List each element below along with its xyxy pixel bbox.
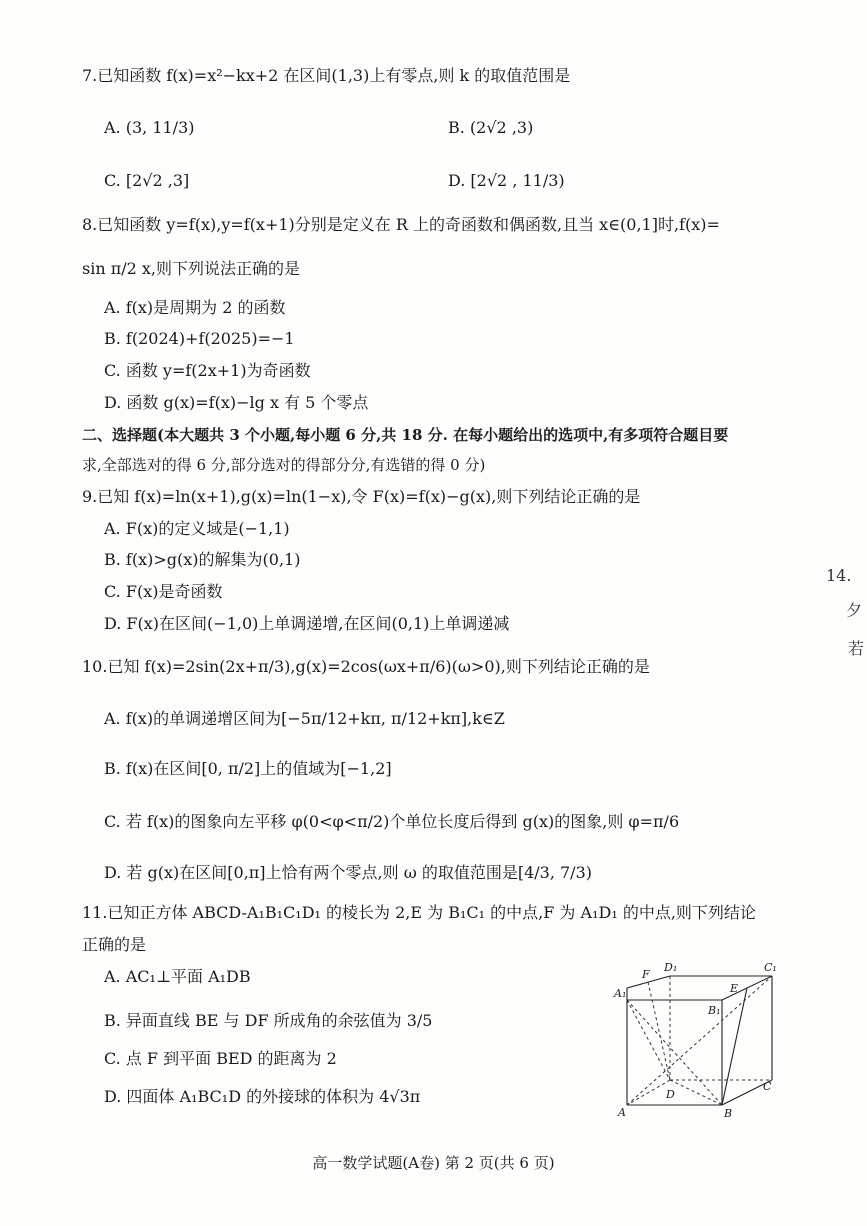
q9-option-b: B. f(x)>g(x)的解集为(0,1) xyxy=(104,550,301,569)
label-a1: A₁ xyxy=(614,987,627,1000)
margin-char-1: 夕 xyxy=(846,601,863,620)
edge-d-a-hidden xyxy=(627,1080,670,1105)
label-d1: D₁ xyxy=(664,961,678,974)
label-b: B xyxy=(724,1107,733,1120)
q8-stem-line1: 8.已知函数 y=f(x),y=f(x+1)分别是定义在 R 上的奇函数和偶函数,且当 x∈(0,1]时,f(x)= xyxy=(82,215,720,234)
line-a-c1-hidden xyxy=(627,976,772,1105)
label-b1: B₁ xyxy=(708,1004,721,1017)
q8-stem-line2: sin π/2 x,则下列说法正确的是 xyxy=(82,259,301,278)
q11-option-a: A. AC₁⊥平面 A₁DB xyxy=(104,967,251,986)
q9-option-c: C. F(x)是奇函数 xyxy=(104,582,223,601)
q7-option-b: B. (2√2 ,3) xyxy=(448,118,534,137)
q7-option-a: A. (3, 11/3) xyxy=(104,118,195,137)
label-e: E xyxy=(730,982,739,995)
cube-figure xyxy=(612,960,777,1120)
q11-stem-line2: 正确的是 xyxy=(82,935,147,954)
margin-char-2: 若 xyxy=(848,639,865,658)
line-d-b-hidden xyxy=(670,1080,722,1105)
q11-option-d: D. 四面体 A₁BC₁D 的外接球的体积为 4√3π xyxy=(104,1087,421,1106)
q7-stem: 7.已知函数 f(x)=x²−kx+2 在区间(1,3)上有零点,则 k 的取值范围是 xyxy=(82,66,571,85)
q8-option-c: C. 函数 y=f(2x+1)为奇函数 xyxy=(104,361,311,380)
label-c1: C₁ xyxy=(764,961,777,974)
label-f: F xyxy=(642,968,650,981)
q8-option-b: B. f(2024)+f(2025)=−1 xyxy=(104,329,295,348)
q9-option-d: D. F(x)在区间(−1,0)上单调递增,在区间(0,1)上单调递减 xyxy=(104,614,510,633)
q7-option-c: C. [2√2 ,3] xyxy=(104,171,190,190)
section-2-line1: 二、选择题(本大题共 3 个小题,每小题 6 分,共 18 分. 在每小题给出的选项中,有多项符合题目要 xyxy=(82,426,729,444)
label-a: A xyxy=(618,1106,626,1119)
q10-option-b: B. f(x)在区间[0, π/2]上的值域为[−1,2] xyxy=(104,759,392,778)
q9-option-a: A. F(x)的定义域是(−1,1) xyxy=(104,519,290,538)
q7-option-d: D. [2√2 , 11/3) xyxy=(448,171,565,190)
q11-stem-line1: 11.已知正方体 ABCD-A₁B₁C₁D₁ 的棱长为 2,E 为 B₁C₁ 的中点,F 为 A₁D₁ 的中点,则下列结论 xyxy=(82,903,756,922)
page-footer: 高一数学试题(A卷) 第 2 页(共 6 页) xyxy=(312,1154,555,1172)
q10-stem: 10.已知 f(x)=2sin(2x+π/3),g(x)=2cos(ωx+π/6)(ω>0),则下列结论正确的是 xyxy=(82,657,650,676)
label-d: D xyxy=(666,1088,675,1101)
q8-option-d: D. 函数 g(x)=f(x)−lg x 有 5 个零点 xyxy=(104,393,369,412)
section-2-line2: 求,全部选对的得 6 分,部分选对的得部分分,有选错的得 0 分) xyxy=(82,456,486,474)
margin-question-number: 14. xyxy=(826,566,852,585)
q11-option-b: B. 异面直线 BE 与 DF 所成角的余弦值为 3/5 xyxy=(104,1011,433,1030)
q8-option-a: A. f(x)是周期为 2 的函数 xyxy=(104,298,286,317)
line-e-b xyxy=(722,988,747,1105)
q10-option-a: A. f(x)的单调递增区间为[−5π/12+kπ, π/12+kπ],k∈Z xyxy=(104,709,505,728)
q10-option-d: D. 若 g(x)在区间[0,π]上恰有两个零点,则 ω 的取值范围是[4/3, 7/3) xyxy=(104,863,592,882)
label-c: C xyxy=(763,1080,772,1093)
q10-option-c: C. 若 f(x)的图象向左平移 φ(0<φ<π/2)个单位长度后得到 g(x)的图象,则 φ=π/6 xyxy=(104,812,680,831)
q11-option-c: C. 点 F 到平面 BED 的距离为 2 xyxy=(104,1049,337,1068)
q9-stem: 9.已知 f(x)=ln(x+1),g(x)=ln(1−x),令 F(x)=f(x)−g(x),则下列结论正确的是 xyxy=(82,487,641,506)
line-f-d-hidden xyxy=(648,982,670,1080)
